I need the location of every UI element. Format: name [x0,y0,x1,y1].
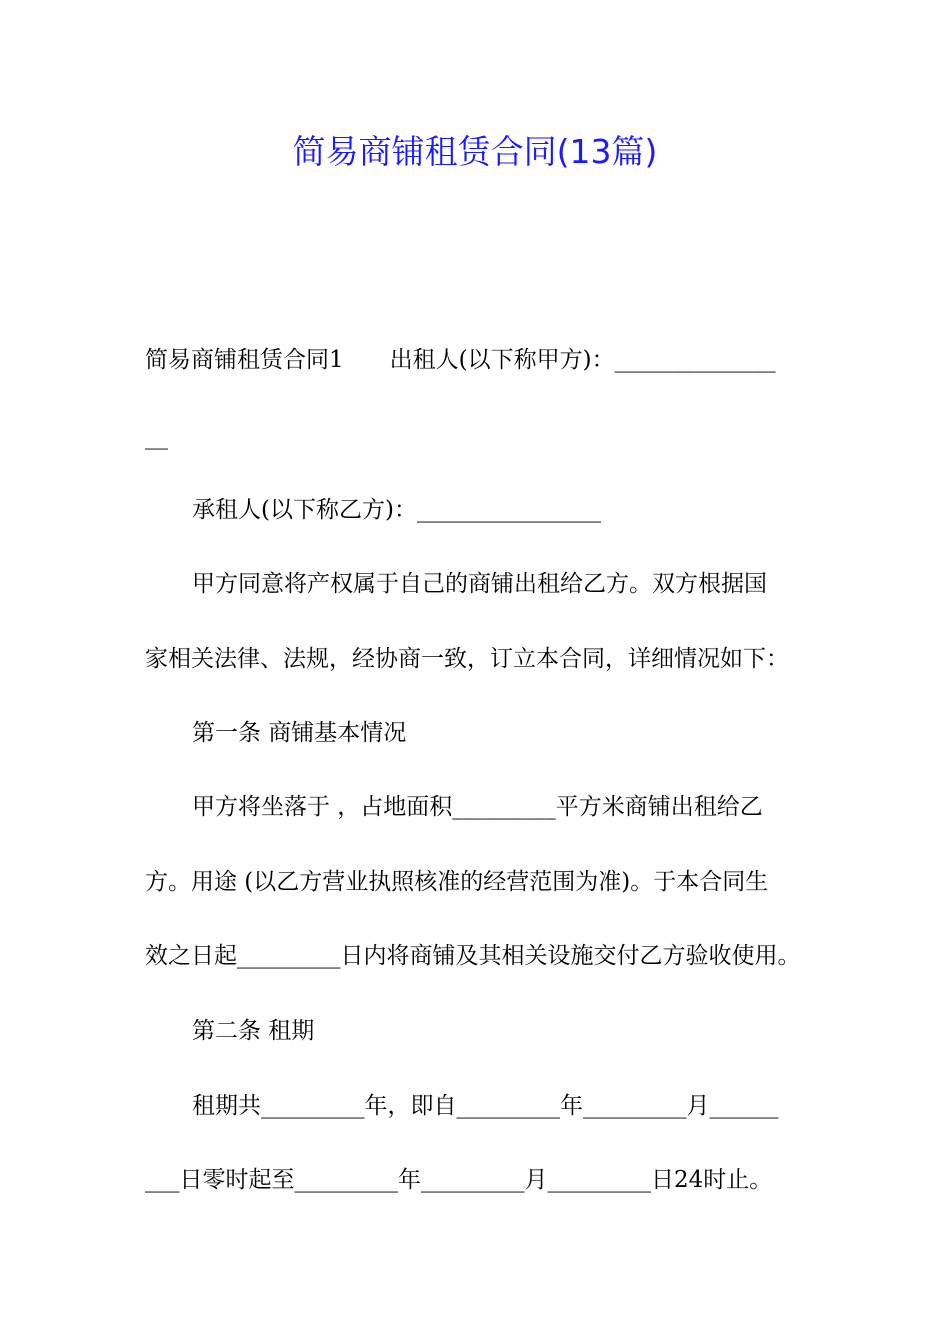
document-title: 简易商铺租赁合同(13篇) [292,132,658,171]
contract-heading-line: 简易商铺租赁合同1 出租人(以下称甲方)：______________ [145,347,776,373]
paragraph-line: 租期共_________年，即自_________年_________月______ [192,1093,779,1119]
paragraph-line: ___日零时起至_________年_________月_________日24时止。 [145,1167,773,1193]
paragraph-line: 方。用途 (以乙方营业执照核准的经营范围为准)。于本合同生 [145,869,769,895]
paragraph-line: 家相关法律、法规，经协商一致，订立本合同，详细情况如下： [145,646,789,672]
paragraph-line: 甲方同意将产权属于自己的商铺出租给乙方。双方根据国 [192,571,767,597]
article-heading-2: 第二条 租期 [192,1018,315,1044]
paragraph-line: 甲方将坐落于 ，占地面积_________平方米商铺出租给乙 [192,794,763,820]
paragraph-line: 效之日起_________日内将商铺及其相关设施交付乙方验收使用。 [145,943,801,969]
blank-continuation-line: __ [145,424,168,450]
lessee-line: 承租人(以下称乙方)：________________ [192,497,601,523]
article-heading-1: 第一条 商铺基本情况 [192,720,407,746]
